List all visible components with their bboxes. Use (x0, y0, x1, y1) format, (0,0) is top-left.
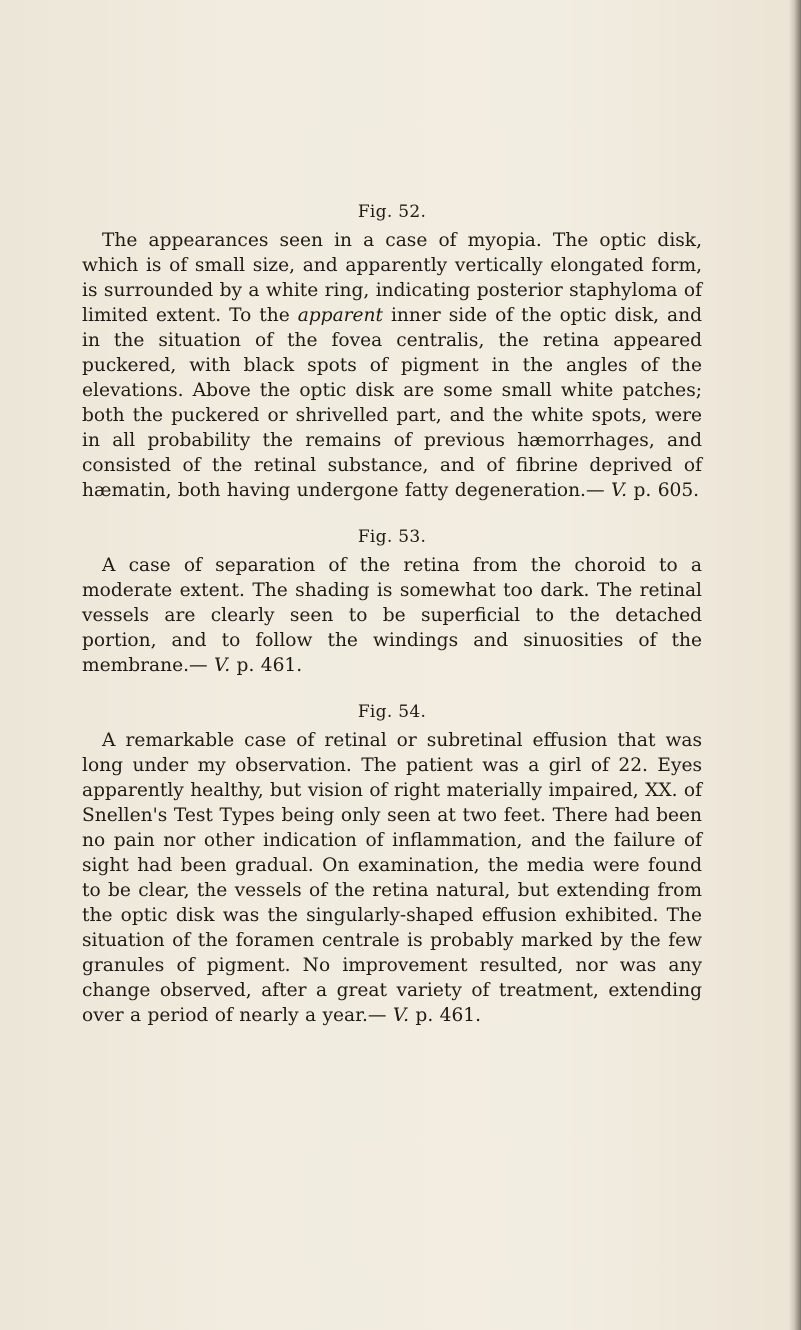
caption-text: The appearances seen in a case of myopia. The optic disk, which is of small size, and apparently vertically elongated form, is surrounded by a white ring, indicating posterior staphyloma of limited extent. To the (82, 230, 702, 326)
caption-text: p. 605. (627, 480, 700, 501)
caption-paragraph (82, 553, 702, 678)
page-edge-shadow (789, 0, 801, 1330)
caption-text: p. 461. (409, 1005, 482, 1026)
figure-52-caption (82, 200, 702, 503)
text-column (82, 200, 702, 1050)
caption-text: A case of separation of the retina from the choroid to a moderate extent. The shading is somewhat too dark. The retinal vessels are clearly seen to be superficial to the detached portion, and to follow the windings and sinuosities of the membrane.— (82, 555, 702, 676)
caption-italic: V. (392, 1005, 409, 1026)
caption-paragraph (82, 728, 702, 1028)
figure-54-caption (82, 700, 702, 1028)
caption-text: A remarkable case of retinal or subretinal effusion that was long under my observation. The patient was a girl of 22. Eyes apparently healthy, but vision of right materially impaired, XX. of Snellen's Test Types being only seen at two feet. There had been no pain nor other indication of inflammation, and the failure of sight had been gradual. On examination, the media were found to be clear, the vessels of the retina natural, but extending from the optic disk was the singularly-shaped effusion exhibited. The situation of the foramen centrale is probably marked by the few granules of pigment. No improvement resulted, nor was any change observed, after a great variety of treatment, extending over a period of nearly a year.— (82, 730, 702, 1026)
caption-italic: V. (610, 480, 628, 501)
figure-label: Fig. 52. (357, 202, 427, 222)
caption-paragraph (82, 228, 702, 503)
caption-italic: apparent (297, 305, 384, 326)
figure-label: Fig. 53. (357, 527, 427, 547)
figure-label: Fig. 54. (357, 702, 427, 722)
caption-italic: V. (214, 655, 231, 676)
caption-text: inner side of the optic disk, and in the situation of the fovea centralis, the retina appeared puckered, with black spots of pigment in the angles of the elevations. Above the optic disk are some small white patches; both the puckered or shrivelled part, and the white spots, were in all probability the remains of previous hæmorrhages, and consisted of the retinal substance, and of fibrine deprived of hæmatin, both having undergone fatty degeneration.— (82, 305, 703, 501)
figure-53-caption (82, 525, 702, 678)
caption-text: p. 461. (230, 655, 303, 676)
